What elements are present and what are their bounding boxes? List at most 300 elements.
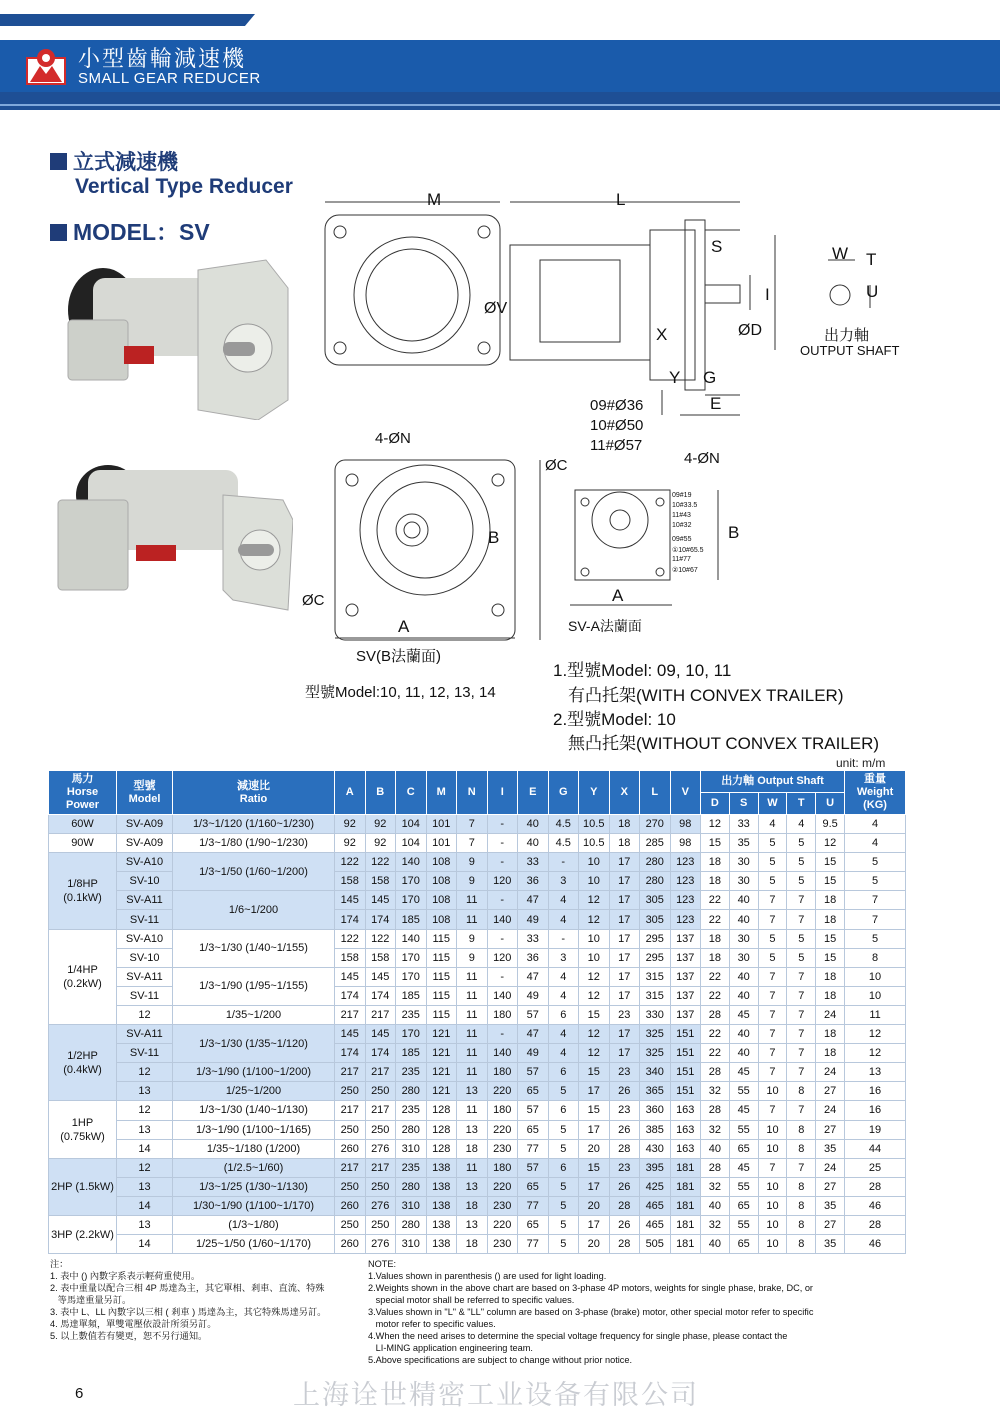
value-cell: 170 [396, 967, 427, 986]
table-row [49, 891, 906, 910]
value-cell: 55 [729, 1177, 758, 1196]
ratio-cell: 1/25~1/50 (1/60~1/170) [173, 1235, 335, 1254]
dim-label-u: U [866, 282, 879, 301]
value-cell: 101 [426, 815, 457, 834]
value-cell: 11 [457, 910, 488, 929]
value-cell: 15 [579, 1101, 610, 1120]
model-cell: 12 [117, 1101, 173, 1120]
value-cell: 20 [579, 1139, 610, 1158]
value-cell: 128 [426, 1139, 457, 1158]
value-cell: 13 [457, 1082, 488, 1101]
value-cell: 12 [579, 910, 610, 929]
value-cell: 180 [487, 1158, 518, 1177]
value-cell: 151 [670, 1063, 701, 1082]
dim-label-y: Y [669, 368, 681, 387]
value-cell: 11 [845, 1005, 906, 1024]
value-cell: 6 [548, 1101, 579, 1120]
value-cell: 10 [758, 1082, 787, 1101]
value-cell: 18 [701, 948, 730, 967]
value-cell: 23 [609, 1158, 640, 1177]
header-dim: E [518, 771, 549, 815]
value-cell: 92 [335, 834, 366, 853]
value-cell: 3 [548, 872, 579, 891]
model-cell: 14 [117, 1139, 173, 1158]
value-cell: 7 [758, 1063, 787, 1082]
value-cell: 77 [518, 1196, 549, 1215]
value-cell: 40 [701, 1139, 730, 1158]
model-title: MODEL：SV [50, 214, 210, 247]
table-row [49, 929, 906, 948]
value-cell: 145 [335, 1025, 366, 1044]
value-cell: 19 [845, 1120, 906, 1139]
value-cell: 28 [701, 1005, 730, 1024]
value-cell: 11 [457, 891, 488, 910]
value-cell: 4 [548, 1025, 579, 1044]
value-cell: 12 [579, 891, 610, 910]
value-cell: 163 [670, 1120, 701, 1139]
value-cell: 140 [396, 929, 427, 948]
value-cell: 230 [487, 1196, 518, 1215]
value-cell: 180 [487, 1101, 518, 1120]
value-cell: 151 [670, 1044, 701, 1063]
holes-label-right: 4-ØN [684, 450, 720, 467]
header-model-cn: 型號 [133, 779, 156, 792]
value-cell: 4.5 [548, 815, 579, 834]
value-cell: 16 [845, 1101, 906, 1120]
value-cell: 44 [845, 1139, 906, 1158]
value-cell: 8 [787, 1120, 816, 1139]
value-cell: 10 [758, 1139, 787, 1158]
value-cell: 151 [670, 1082, 701, 1101]
value-cell: 276 [365, 1235, 396, 1254]
output-shaft-cn: 出力軸 [824, 327, 870, 344]
value-cell: 181 [670, 1158, 701, 1177]
value-cell: 158 [365, 872, 396, 891]
value-cell: 250 [365, 1120, 396, 1139]
value-cell: 13 [457, 1215, 488, 1234]
header-dim: C [396, 771, 427, 815]
value-cell: 217 [335, 1101, 366, 1120]
ratio-cell: 1/35~1/200 [173, 1005, 335, 1024]
value-cell: - [487, 1025, 518, 1044]
value-cell: 180 [487, 1005, 518, 1024]
output-shaft-en: OUTPUT SHAFT [800, 343, 900, 358]
value-cell: 10 [579, 872, 610, 891]
value-cell: 9 [457, 872, 488, 891]
table-row [49, 1196, 906, 1215]
value-cell: 174 [335, 1044, 366, 1063]
value-cell: 137 [670, 1005, 701, 1024]
header-weight [845, 771, 906, 815]
value-cell: 4 [787, 815, 816, 834]
value-cell: 108 [426, 872, 457, 891]
value-cell: 57 [518, 1101, 549, 1120]
value-cell: 6 [548, 1005, 579, 1024]
value-cell: 17 [579, 1215, 610, 1234]
header-model-en: Model [128, 792, 161, 805]
value-cell: 181 [670, 1235, 701, 1254]
value-cell: 115 [426, 948, 457, 967]
value-cell: 5 [548, 1120, 579, 1139]
model-cell: SV-A10 [117, 929, 173, 948]
value-cell: 122 [335, 929, 366, 948]
note-line: 5.Above specifications are subject to change without prior notice. [368, 1355, 633, 1365]
value-cell: 7 [787, 910, 816, 929]
value-cell: 10 [845, 986, 906, 1005]
value-cell: 145 [365, 891, 396, 910]
value-cell: - [548, 929, 579, 948]
value-cell: 505 [640, 1235, 671, 1254]
value-cell: 158 [365, 948, 396, 967]
value-cell: 138 [426, 1215, 457, 1234]
value-cell: 280 [396, 1082, 427, 1101]
table-row [49, 1177, 906, 1196]
value-cell: 9 [457, 853, 488, 872]
value-cell: 11 [457, 986, 488, 1005]
value-cell: 45 [729, 1005, 758, 1024]
model-cell: 13 [117, 1082, 173, 1101]
value-cell: 101 [426, 834, 457, 853]
model-cell: SV-A10 [117, 853, 173, 872]
ratio-cell: 1/3~1/25 (1/30~1/130) [173, 1177, 335, 1196]
value-cell: 123 [670, 910, 701, 929]
value-cell: 13 [457, 1177, 488, 1196]
note-line: 2. 表中重量以配合三相 4P 馬達為主，其它單相、剎車、直流、特殊 [50, 1283, 325, 1293]
value-cell: 11 [457, 1005, 488, 1024]
value-cell: 7 [787, 1044, 816, 1063]
value-cell: 13 [457, 1120, 488, 1139]
b-label-left: B [488, 528, 500, 547]
value-cell: 18 [816, 967, 845, 986]
model-note-1b: 有凸托架(WITH CONVEX TRAILER) [568, 686, 844, 705]
value-cell: 28 [845, 1177, 906, 1196]
model-cell: 12 [117, 1158, 173, 1177]
header-ratio-cn: 減速比 [237, 779, 270, 792]
value-cell: 137 [670, 929, 701, 948]
header-horse-power-cn: 馬力 [71, 773, 94, 785]
value-cell: 7 [787, 1101, 816, 1120]
note-line: 1. 表中 () 內數字系表示輕荷重使用。 [50, 1271, 201, 1281]
value-cell: 8 [787, 1235, 816, 1254]
value-cell: 32 [701, 1177, 730, 1196]
value-cell: 15 [701, 834, 730, 853]
value-cell: 28 [701, 1158, 730, 1177]
value-cell: 16 [845, 1082, 906, 1101]
value-cell: 5 [787, 929, 816, 948]
value-cell: 15 [816, 929, 845, 948]
value-cell: 217 [365, 1005, 396, 1024]
note-line: 3. 表中 L、LL 內數字以三相 ( 剎車 ) 馬達為主，其它特殊馬達另訂。 [50, 1307, 327, 1317]
value-cell: 5 [787, 872, 816, 891]
header-title-en: SMALL GEAR REDUCER [78, 70, 261, 87]
value-cell: 32 [701, 1120, 730, 1139]
value-cell: 180 [487, 1063, 518, 1082]
model-cell: SV-A11 [117, 967, 173, 986]
value-cell: 7 [787, 986, 816, 1005]
value-cell: 7 [758, 1005, 787, 1024]
value-cell: 17 [609, 967, 640, 986]
value-cell: 30 [729, 929, 758, 948]
ratio-cell: (1/3~1/80) [173, 1215, 335, 1234]
value-cell: 158 [335, 948, 366, 967]
value-cell: 5 [758, 872, 787, 891]
hp-cell: 1/4HP (0.2kW) [49, 929, 117, 1024]
value-cell: 40 [729, 967, 758, 986]
header-bottom-band [0, 92, 1000, 110]
value-cell: 7 [845, 891, 906, 910]
dim-label-x: X [656, 325, 668, 344]
value-cell: 5 [845, 872, 906, 891]
value-cell: 17 [609, 929, 640, 948]
table-header-row [49, 771, 906, 793]
model-cell: 14 [117, 1235, 173, 1254]
spec-table [48, 770, 906, 1254]
model-cell: SV-10 [117, 872, 173, 891]
value-cell: 10 [758, 1177, 787, 1196]
value-cell: 295 [640, 948, 671, 967]
value-cell: 32 [701, 1215, 730, 1234]
value-cell: 10 [758, 1235, 787, 1254]
value-cell: 217 [365, 1063, 396, 1082]
value-cell: 170 [396, 948, 427, 967]
value-cell: 108 [426, 910, 457, 929]
value-cell: 276 [365, 1139, 396, 1158]
value-cell: 27 [816, 1215, 845, 1234]
value-cell: 7 [787, 1005, 816, 1024]
value-cell: 305 [640, 891, 671, 910]
header-dim: M [426, 771, 457, 815]
value-cell: 17 [609, 910, 640, 929]
value-cell: 22 [701, 891, 730, 910]
value-cell: 122 [365, 853, 396, 872]
table-row [49, 1005, 906, 1024]
value-cell: 77 [518, 1235, 549, 1254]
header-model [117, 771, 173, 815]
value-cell: 5 [758, 834, 787, 853]
value-cell: 12 [845, 1025, 906, 1044]
ratio-cell: 1/25~1/200 [173, 1082, 335, 1101]
value-cell: 49 [518, 986, 549, 1005]
value-cell: 17 [609, 1025, 640, 1044]
note-line: 5. 以上數值若有變更，恕不另行通知。 [50, 1331, 208, 1341]
model-cell: SV-A09 [117, 834, 173, 853]
value-cell: 65 [729, 1235, 758, 1254]
ratio-cell: 1/3~1/50 (1/60~1/200) [173, 853, 335, 891]
value-cell: - [487, 891, 518, 910]
value-cell: 24 [816, 1158, 845, 1177]
value-cell: 310 [396, 1196, 427, 1215]
value-cell: 17 [609, 1044, 640, 1063]
value-cell: 35 [816, 1196, 845, 1215]
value-cell: 217 [365, 1158, 396, 1177]
model-cell: SV-A09 [117, 815, 173, 834]
value-cell: 25 [845, 1158, 906, 1177]
sva-small-5: 09#55 [672, 536, 692, 543]
header-shaft-col: U [816, 793, 845, 815]
value-cell: 10.5 [579, 815, 610, 834]
value-cell: 17 [579, 1082, 610, 1101]
value-cell: 145 [335, 891, 366, 910]
value-cell: 163 [670, 1139, 701, 1158]
value-cell: 121 [426, 1082, 457, 1101]
value-cell: 40 [729, 891, 758, 910]
dim-label-g: G [703, 368, 717, 387]
value-cell: 140 [487, 910, 518, 929]
value-cell: 30 [729, 948, 758, 967]
value-cell: 28 [609, 1235, 640, 1254]
value-cell: 28 [609, 1139, 640, 1158]
value-cell: 7 [758, 967, 787, 986]
value-cell: 430 [640, 1139, 671, 1158]
value-cell: 92 [335, 815, 366, 834]
value-cell: 17 [609, 986, 640, 1005]
value-cell: 28 [701, 1101, 730, 1120]
value-cell: 46 [845, 1196, 906, 1215]
square-bullet-icon [50, 224, 67, 241]
value-cell: 12 [845, 1044, 906, 1063]
sva-small-1: 09#19 [672, 492, 692, 499]
dim-label-t: T [866, 250, 877, 269]
value-cell: 295 [640, 929, 671, 948]
table-row [49, 967, 906, 986]
section-title-cn: 立式減速機 [50, 146, 178, 176]
note-line: 3.Values shown in "L" & "LL" column are based on 3-phase (brake) motor, other special motor refer to specific [368, 1307, 814, 1317]
value-cell: 65 [729, 1139, 758, 1158]
table-row [49, 1025, 906, 1044]
value-cell: 174 [335, 910, 366, 929]
value-cell: 27 [816, 1082, 845, 1101]
value-cell: 10 [845, 967, 906, 986]
table-row [49, 1120, 906, 1139]
header-dim: I [487, 771, 518, 815]
value-cell: 57 [518, 1063, 549, 1082]
value-cell: 28 [845, 1215, 906, 1234]
value-cell: 5 [548, 1215, 579, 1234]
value-cell: 128 [426, 1101, 457, 1120]
value-cell: - [487, 834, 518, 853]
value-cell: 35 [816, 1235, 845, 1254]
value-cell: 55 [729, 1215, 758, 1234]
header-weight-cn: 重量 [864, 773, 887, 785]
value-cell: 65 [518, 1215, 549, 1234]
model-cell: SV-A11 [117, 891, 173, 910]
value-cell: 138 [426, 1235, 457, 1254]
dim-label-v: ØV [484, 300, 508, 317]
value-cell: 235 [396, 1101, 427, 1120]
header-line [0, 104, 1000, 106]
value-cell: 115 [426, 967, 457, 986]
value-cell: 250 [365, 1177, 396, 1196]
hp-cell: 90W [49, 834, 117, 853]
value-cell: 10 [579, 929, 610, 948]
value-cell: 92 [365, 815, 396, 834]
value-cell: 18 [701, 872, 730, 891]
ratio-cell: 1/3~1/30 (1/40~1/130) [173, 1101, 335, 1120]
header-dim: V [670, 771, 701, 815]
value-cell: 340 [640, 1063, 671, 1082]
model-cell: 13 [117, 1215, 173, 1234]
value-cell: 18 [457, 1139, 488, 1158]
value-cell: - [487, 929, 518, 948]
value-cell: 30 [729, 853, 758, 872]
value-cell: 385 [640, 1120, 671, 1139]
motor-photo-2 [48, 440, 293, 615]
notes-cn-lines [50, 1270, 370, 1342]
value-cell: 235 [396, 1063, 427, 1082]
value-cell: 5 [548, 1082, 579, 1101]
hp-cell: 1HP (0.75kW) [49, 1101, 117, 1158]
value-cell: 20 [579, 1196, 610, 1215]
value-cell: 40 [701, 1196, 730, 1215]
ratio-cell: 1/3~1/90 (1/100~1/165) [173, 1120, 335, 1139]
value-cell: 395 [640, 1158, 671, 1177]
value-cell: 17 [609, 891, 640, 910]
value-cell: 28 [701, 1063, 730, 1082]
value-cell: 65 [729, 1196, 758, 1215]
value-cell: 217 [335, 1005, 366, 1024]
value-cell: 55 [729, 1120, 758, 1139]
value-cell: 11 [457, 1063, 488, 1082]
value-cell: 280 [640, 853, 671, 872]
value-cell: 15 [816, 853, 845, 872]
value-cell: 138 [426, 1177, 457, 1196]
value-cell: 46 [845, 1235, 906, 1254]
value-cell: 7 [758, 1044, 787, 1063]
value-cell: 30 [729, 872, 758, 891]
model-cell: SV-11 [117, 986, 173, 1005]
value-cell: 185 [396, 1044, 427, 1063]
value-cell: 5 [548, 1235, 579, 1254]
value-cell: 230 [487, 1235, 518, 1254]
value-cell: 8 [787, 1196, 816, 1215]
value-cell: 305 [640, 910, 671, 929]
value-cell: 18 [609, 834, 640, 853]
c-label-left: ØC [302, 592, 325, 609]
value-cell: 174 [365, 986, 396, 1005]
value-cell: 330 [640, 1005, 671, 1024]
value-cell: 181 [670, 1215, 701, 1234]
value-cell: 10 [579, 948, 610, 967]
dim-label-l: L [616, 190, 626, 209]
value-cell: 185 [396, 910, 427, 929]
value-cell: 217 [335, 1158, 366, 1177]
note-line: 2.Weights shown in the above chart are based on 3-phase 4P motors, weights for single phase, brake, DC, or [368, 1283, 813, 1293]
value-cell: 15 [816, 872, 845, 891]
value-cell: 3 [548, 948, 579, 967]
value-cell: 35 [816, 1139, 845, 1158]
value-cell: 115 [426, 986, 457, 1005]
value-cell: 26 [609, 1177, 640, 1196]
value-cell: 250 [365, 1215, 396, 1234]
unit-label: unit: m/m [836, 756, 886, 770]
dim-label-w: W [832, 244, 849, 263]
value-cell: 77 [518, 1139, 549, 1158]
sva-size-09: 09#Ø36 [590, 397, 644, 414]
value-cell: 230 [487, 1139, 518, 1158]
value-cell: 280 [640, 872, 671, 891]
note-line: 等馬達重量另訂。 [50, 1295, 132, 1305]
value-cell: 425 [640, 1177, 671, 1196]
value-cell: 108 [426, 891, 457, 910]
value-cell: 49 [518, 910, 549, 929]
value-cell: 15 [579, 1005, 610, 1024]
sva-size-10: 10#Ø50 [590, 417, 644, 434]
value-cell: 22 [701, 910, 730, 929]
value-cell: 170 [396, 1025, 427, 1044]
value-cell: 22 [701, 1044, 730, 1063]
value-cell: 17 [609, 948, 640, 967]
value-cell: 280 [396, 1177, 427, 1196]
